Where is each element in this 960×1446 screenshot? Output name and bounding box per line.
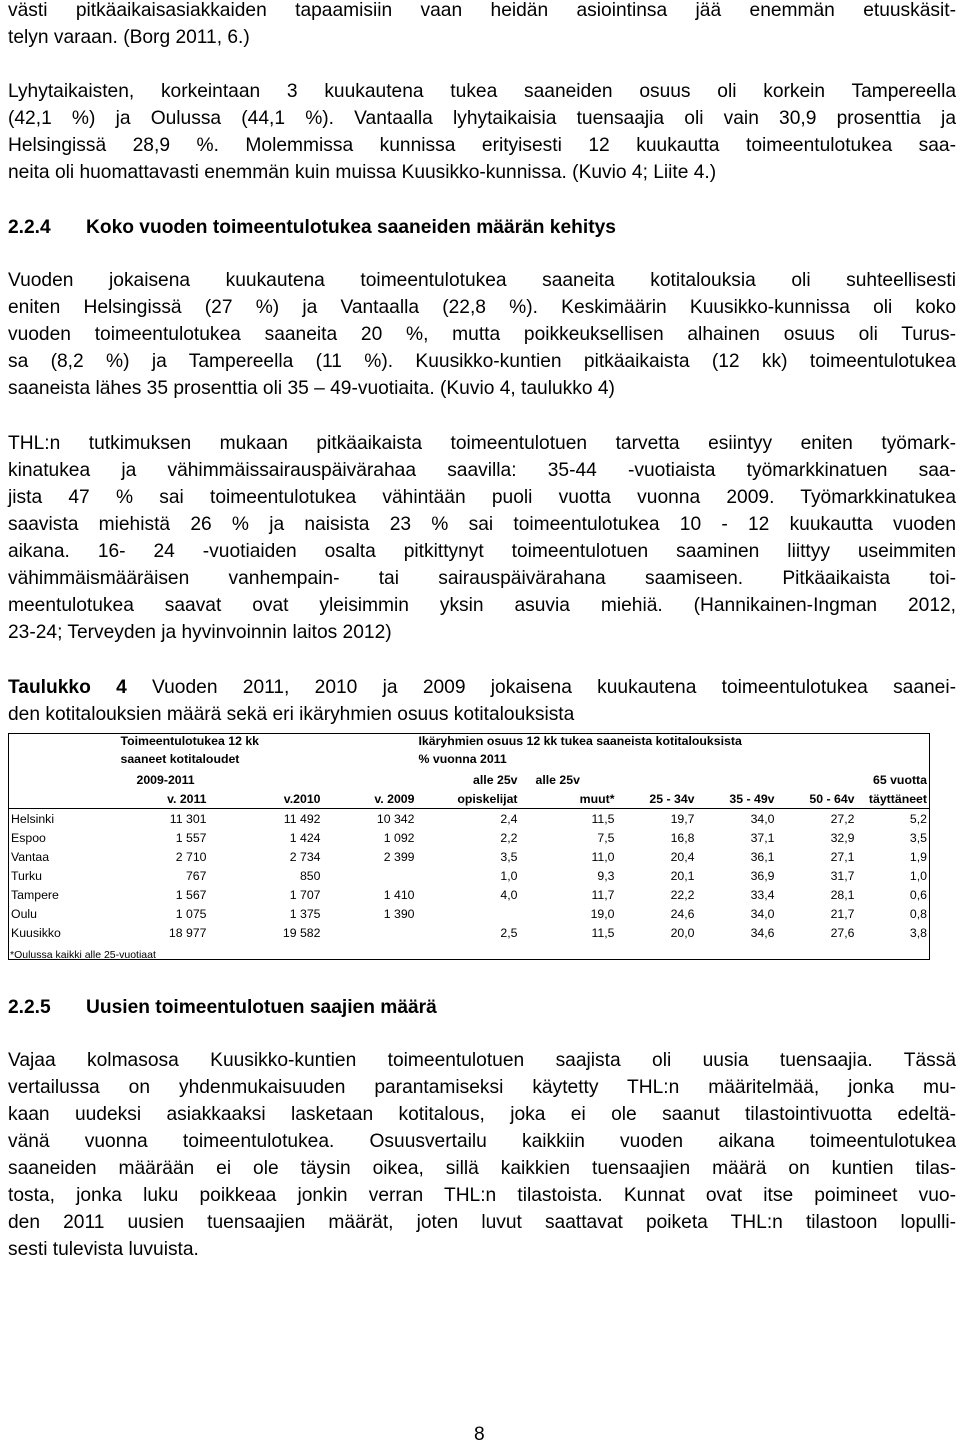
row-label: Turku bbox=[9, 866, 119, 885]
paragraph-line: kinatukea ja vähimmäissairauspäivärahaa saavilla: 35-44 -vuotiaista työmarkkinatuen saa- bbox=[8, 460, 956, 481]
paragraph-line: sa (8,2 %) ja Tampereella (11 %). Kuusikko-kuntien pitkäaikaista (12 kk) toimeentulotukea bbox=[8, 351, 956, 372]
row-label: Tampere bbox=[9, 885, 119, 904]
row-label: Helsinki bbox=[9, 809, 119, 829]
paragraph-line: sesti tulevista luvuista. bbox=[8, 1239, 199, 1260]
column-header: 50 - 64v bbox=[777, 789, 857, 809]
table-group-header: saaneet kotitaloudet bbox=[120, 752, 240, 766]
paragraph-line: tosta, jonka luku poikkeaa jonkin verran THL:n tilastoista. Kunnat ovat itse poimineet vuo- bbox=[8, 1185, 956, 1206]
paragraph-line: jista 47 % sai toimeentulotukea vähintään puoli vuotta vuonna 2009. Työmarkkinatukea bbox=[8, 487, 956, 508]
column-header: muut* bbox=[520, 789, 617, 809]
table-group-header: % vuonna 2011 bbox=[417, 752, 930, 770]
paragraph-line: Lyhytaikaisten, korkeintaan 3 kuukautena tukea saaneiden osuus oli korkein Tampereella bbox=[8, 81, 956, 102]
column-header: v. 2011 bbox=[119, 789, 209, 809]
paragraph-line: vertailussa on yhdenmukaisuuden parantamiseksi käytetty THL:n määritelmää, jonka mu- bbox=[8, 1077, 956, 1098]
paragraph-line: saaneista lähes 35 prosenttia oli 35 – 49-vuotiaita. (Kuvio 4, taulukko 4) bbox=[8, 378, 615, 399]
paragraph-line: vänä vuonna toimeentulotukea. Osuusvertailu kaikkiin vuoden aikana toimeentulotukea bbox=[8, 1131, 956, 1152]
section-title: Uusien toimeentulotuen saajien määrä bbox=[86, 997, 437, 1018]
column-header: opiskelijat bbox=[417, 789, 520, 809]
table-row: Espoo 1 557 1 424 1 092 2,2 7,5 16,8 37,1 32,9 3,5 bbox=[9, 828, 930, 847]
section-number: 2.2.4 bbox=[8, 217, 51, 238]
paragraph-line: THL:n tutkimuksen mukaan pitkäaikaista toimeentulotuen tarvetta esiintyy eniten työmark- bbox=[8, 433, 956, 454]
table-caption-label: Taulukko 4 bbox=[8, 677, 127, 698]
column-header: 35 - 49v bbox=[697, 789, 777, 809]
paragraph-line: västi pitkäaikaisasiakkaiden tapaamisiin vaan heidän asiointinsa jää enemmän etuuskäsit- bbox=[8, 0, 956, 21]
column-header: alle 25v bbox=[473, 772, 518, 787]
column-header: täyttäneet bbox=[857, 789, 930, 809]
paragraph-line: saaneiden määrään ei ole täysin oikea, sillä kaikkien tuensaajien määrä on kuntien tilas- bbox=[8, 1158, 956, 1179]
paragraph-line: saavista miehistä 26 % ja naisista 23 % sai toimeentulotukea 10 - 12 kuukautta vuoden bbox=[8, 514, 956, 535]
table-row: Helsinki 11 301 11 492 10 342 2,4 11,5 19,7 34,0 27,2 5,2 bbox=[9, 809, 930, 829]
table-row: Oulu 1 075 1 375 1 390 19,0 24,6 34,0 21,7 0,8 bbox=[9, 904, 930, 923]
paragraph-line: meentulotukea saavat ovat yleisimmin yksin asuvia miehiä. (Hannikainen-Ingman 2012, bbox=[8, 595, 956, 616]
row-label: Oulu bbox=[9, 904, 119, 923]
page-number: 8 bbox=[474, 1424, 485, 1445]
column-header: 2009-2011 bbox=[136, 772, 195, 787]
paragraph-line: 23-24; Terveyden ja hyvinvoinnin laitos 2012) bbox=[8, 622, 392, 643]
column-header: v. 2009 bbox=[323, 789, 417, 809]
column-header: 65 vuotta bbox=[857, 770, 930, 789]
section-number: 2.2.5 bbox=[8, 997, 51, 1018]
section-heading bbox=[8, 217, 616, 239]
table-footnote: *Oulussa kaikki alle 25-vuotiaat bbox=[10, 949, 156, 961]
row-label: Kuusikko bbox=[9, 923, 119, 942]
table-group-header: Ikäryhmien osuus 12 kk tukea saaneista kotitalouksista bbox=[417, 734, 930, 753]
paragraph-line: aikana. 16- 24 -vuotiaiden osalta pitkittynyt toimeentulotuen saaminen liittyy useimmiten bbox=[8, 541, 956, 562]
column-header: alle 25v bbox=[535, 772, 580, 787]
row-label: Vantaa bbox=[9, 847, 119, 866]
paragraph-line: Helsingissä 28,9 %. Molemmissa kunnissa erityisesti 12 kuukautta toimeentulotukea saa- bbox=[8, 135, 956, 156]
paragraph-line: telyn varaan. (Borg 2011, 6.) bbox=[8, 27, 250, 48]
table-caption bbox=[8, 677, 956, 699]
data-table bbox=[8, 733, 930, 960]
paragraph-line: Vuoden jokaisena kuukautena toimeentulotukea saaneita kotitalouksia oli suhteellisesti bbox=[8, 270, 956, 291]
table-caption-line: den kotitalouksien määrä sekä eri ikäryhmien osuus kotitalouksista bbox=[8, 704, 575, 725]
section-title: Koko vuoden toimeentulotukea saaneiden määrän kehitys bbox=[86, 217, 616, 238]
table-row: Kuusikko 18 977 19 582 2,5 11,5 20,0 34,6 27,6 3,8 bbox=[9, 923, 930, 942]
row-label: Espoo bbox=[9, 828, 119, 847]
paragraph-line: neita oli huomattavasti enemmän kuin muissa Kuusikko-kunnissa. (Kuvio 4; Liite 4.) bbox=[8, 162, 717, 183]
table-caption-text: Vuoden 2011, 2010 ja 2009 jokaisena kuukautena toimeentulotukea saanei- bbox=[126, 677, 956, 698]
column-header: v.2010 bbox=[209, 789, 323, 809]
paragraph-line: Vajaa kolmasosa Kuusikko-kuntien toimeentulotuen saajista oli uusia tuensaajia. Tässä bbox=[8, 1050, 956, 1071]
paragraph-line: vuoden toimeentulotukea saaneita 20 %, mutta poikkeuksellisen alhainen osuus oli Turus- bbox=[8, 324, 956, 345]
table-row: Turku 767 850 1,0 9,3 20,1 36,9 31,7 1,0 bbox=[9, 866, 930, 885]
paragraph-line: eniten Helsingissä (27 %) ja Vantaalla (22,8 %). Keskimäärin Kuusikko-kunnissa oli koko bbox=[8, 297, 956, 318]
table-row: Tampere 1 567 1 707 1 410 4,0 11,7 22,2 33,4 28,1 0,6 bbox=[9, 885, 930, 904]
paragraph-line: den 2011 uusien tuensaajien määrät, joten luvut saattavat poiketa THL:n tilastoon lopulli- bbox=[8, 1212, 956, 1233]
paragraph-line: (42,1 %) ja Oulussa (44,1 %). Vantaalla lyhytaikaisia tuensaajia oli vain 30,9 prosenttia ja bbox=[8, 108, 956, 129]
paragraph-line: vähimmäismääräisen vanhempain- tai sairauspäivärahana saamiseen. Pitkäaikaista toi- bbox=[8, 568, 956, 589]
table-group-header: Toimeentulotukea 12 kk bbox=[119, 734, 417, 753]
paragraph-line: kaan uudeksi asiakkaaksi lasketaan kotitalous, joka ei ole saanut tilastointivuotta edeltä- bbox=[8, 1104, 956, 1125]
table-row: Vantaa 2 710 2 734 2 399 3,5 11,0 20,4 36,1 27,1 1,9 bbox=[9, 847, 930, 866]
column-header: 25 - 34v bbox=[617, 789, 697, 809]
section-heading bbox=[8, 997, 437, 1019]
